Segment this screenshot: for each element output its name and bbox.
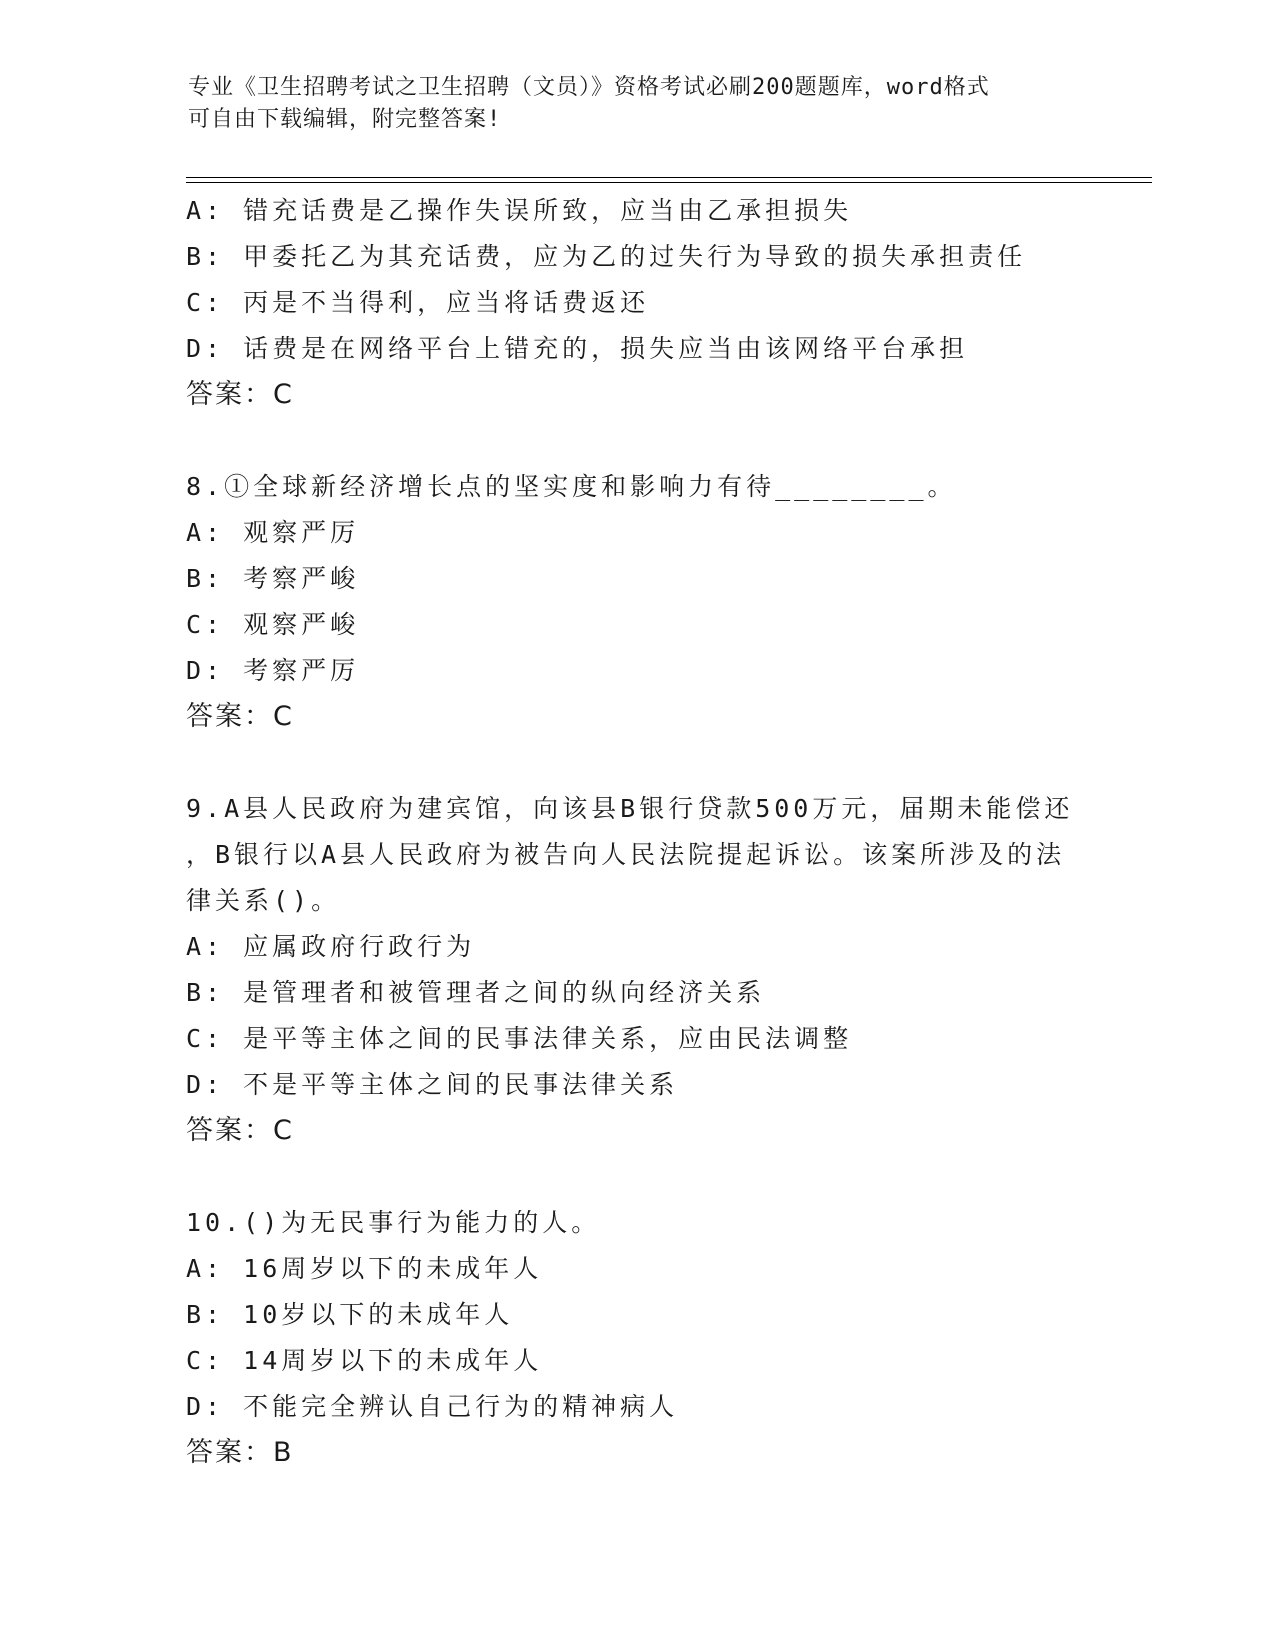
question-10: [186, 1200, 1086, 1476]
question-list: [186, 188, 1086, 1476]
option-a: A: 观察严厉: [186, 518, 360, 547]
question-9: [186, 786, 1086, 1154]
option-b: B: 10岁以下的未成年人: [186, 1300, 514, 1329]
option-c: C: 观察严峻: [186, 610, 360, 639]
spacer: [186, 740, 1086, 786]
document-header: [188, 72, 1088, 136]
option-a: A: 错充话费是乙操作失误所致，应当由乙承担损失: [186, 196, 853, 225]
option-d: D: 不能完全辨认自己行为的精神病人: [186, 1392, 679, 1421]
header-line-1: 专业《卫生招聘考试之卫生招聘（文员）》资格考试必刷200题题库，word格式: [188, 75, 990, 100]
question-stem-line-3: 律关系()。: [186, 886, 341, 915]
option-d: D: 不是平等主体之间的民事法律关系: [186, 1070, 679, 1099]
question-8: [186, 464, 1086, 740]
option-b: B: 考察严峻: [186, 564, 360, 593]
option-b: B: 是管理者和被管理者之间的纵向经济关系: [186, 978, 766, 1007]
option-c: C: 丙是不当得利，应当将话费返还: [186, 288, 650, 317]
question-stem-line-2: ，B银行以A县人民政府为被告向人民法院提起诉讼。该案所涉及的法: [186, 840, 1066, 869]
question-stem-line-1: 9.A县人民政府为建宾馆，向该县B银行贷款500万元，届期未能偿还: [186, 794, 1074, 823]
question-7: [186, 188, 1086, 418]
question-stem: 10.()为无民事行为能力的人。: [186, 1208, 601, 1237]
option-c: C: 14周岁以下的未成年人: [186, 1346, 543, 1375]
option-c: C: 是平等主体之间的民事法律关系，应由民法调整: [186, 1024, 853, 1053]
question-stem: 8.①全球新经济增长点的坚实度和影响力有待________。: [186, 472, 957, 501]
answer: 答案：B: [186, 1437, 294, 1468]
option-d: D: 话费是在网络平台上错充的，损失应当由该网络平台承担: [186, 334, 969, 363]
answer: 答案：C: [186, 701, 294, 732]
option-a: A: 应属政府行政行为: [186, 932, 476, 961]
spacer: [186, 1154, 1086, 1200]
header-divider-top: [186, 177, 1152, 178]
option-b: B: 甲委托乙为其充话费，应为乙的过失行为导致的损失承担责任: [186, 242, 1027, 271]
answer: 答案：C: [186, 1115, 294, 1146]
spacer: [186, 418, 1086, 464]
header-line-2: 可自由下载编辑，附完整答案!: [188, 107, 502, 132]
option-d: D: 考察严厉: [186, 656, 360, 685]
answer: 答案：C: [186, 379, 294, 410]
option-a: A: 16周岁以下的未成年人: [186, 1254, 543, 1283]
header-divider-bottom: [186, 182, 1152, 183]
